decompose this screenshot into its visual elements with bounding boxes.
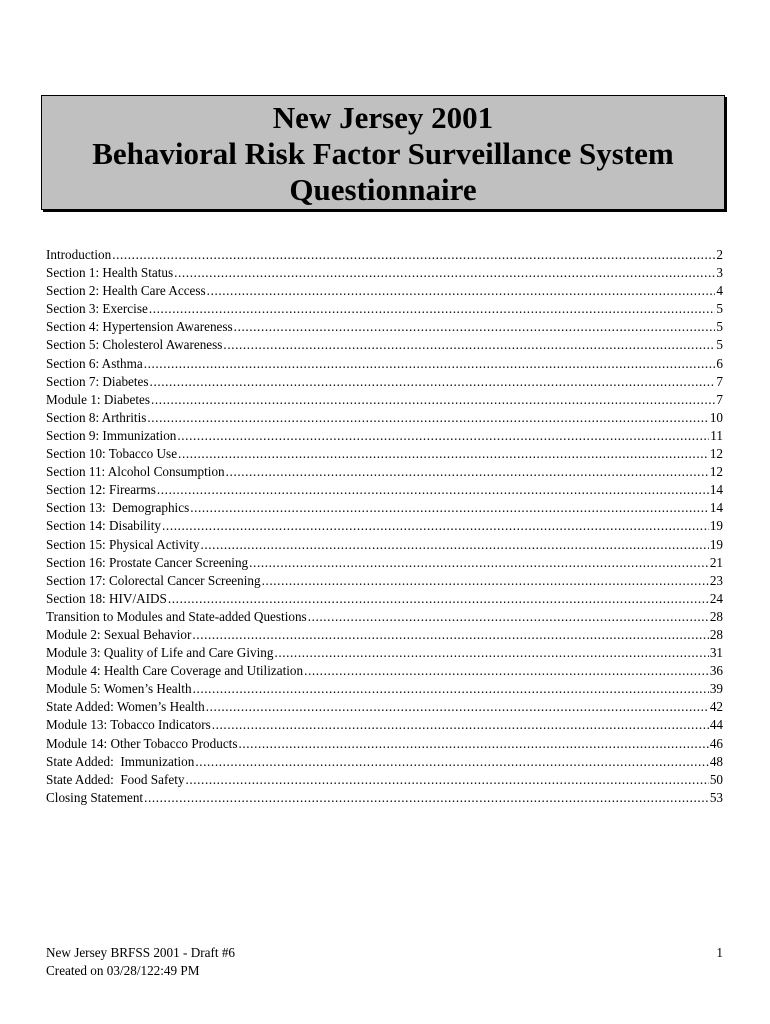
- toc-dot-leader: [274, 644, 708, 662]
- toc-dot-leader: [304, 662, 709, 680]
- toc-entry-page: 39: [709, 681, 723, 697]
- toc-dot-leader: [207, 282, 716, 300]
- toc-entry[interactable]: [46, 626, 723, 644]
- toc-entry-label: State Added: Immunization: [46, 753, 195, 769]
- toc-dot-leader: [200, 536, 708, 554]
- toc-entry-page: 21: [709, 554, 723, 570]
- toc-entry-label: Module 1: Diabetes: [46, 391, 151, 407]
- footer-info: [46, 944, 235, 980]
- toc-dot-leader: [193, 680, 709, 698]
- title-line-3: Questionnaire: [289, 171, 477, 207]
- toc-entry-label: Section 13: Demographics: [46, 500, 190, 516]
- toc-dot-leader: [185, 771, 708, 789]
- toc-dot-leader: [192, 626, 708, 644]
- toc-entry-label: State Added: Women’s Health: [46, 699, 205, 715]
- toc-entry-label: Section 9: Immunization: [46, 427, 177, 443]
- toc-dot-leader: [308, 608, 709, 626]
- toc-entry-page: 3: [716, 265, 723, 281]
- toc-entry-page: 44: [709, 717, 723, 733]
- toc-entry-label: Section 3: Exercise: [46, 301, 148, 317]
- toc-entry-page: 5: [716, 301, 723, 317]
- toc-entry[interactable]: [46, 572, 723, 590]
- toc-entry-page: 31: [709, 645, 723, 661]
- table-of-contents: [46, 246, 723, 807]
- toc-dot-leader: [144, 355, 716, 373]
- toc-entry-page: 19: [709, 518, 723, 534]
- toc-dot-leader: [249, 554, 709, 572]
- toc-entry-page: 50: [709, 771, 723, 787]
- toc-entry-page: 14: [709, 482, 723, 498]
- toc-entry[interactable]: [46, 771, 723, 789]
- toc-entry[interactable]: [46, 336, 723, 354]
- toc-entry[interactable]: [46, 662, 723, 680]
- toc-entry-page: 11: [710, 427, 723, 443]
- toc-entry[interactable]: [46, 698, 723, 716]
- toc-entry-page: 7: [716, 391, 723, 407]
- title-box: [41, 95, 725, 210]
- toc-dot-leader: [212, 716, 709, 734]
- toc-entry-label: Section 4: Hypertension Awareness: [46, 319, 233, 335]
- toc-entry[interactable]: [46, 463, 723, 481]
- toc-entry-page: 12: [709, 464, 723, 480]
- toc-dot-leader: [223, 336, 715, 354]
- title-line-2: Behavioral Risk Factor Surveillance System: [92, 135, 674, 171]
- toc-entry-label: Section 16: Prostate Cancer Screening: [46, 554, 249, 570]
- toc-entry-label: Module 14: Other Tobacco Products: [46, 735, 238, 751]
- toc-dot-leader: [262, 572, 709, 590]
- toc-entry[interactable]: [46, 517, 723, 535]
- title-line-1: New Jersey 2001: [272, 99, 494, 135]
- toc-dot-leader: [150, 373, 716, 391]
- toc-entry-label: Section 18: HIV/AIDS: [46, 590, 167, 606]
- toc-dot-leader: [226, 463, 709, 481]
- toc-entry-label: Introduction: [46, 247, 112, 262]
- toc-entry[interactable]: [46, 427, 723, 445]
- toc-entry-label: Module 2: Sexual Behavior: [46, 626, 192, 642]
- toc-entry[interactable]: [46, 753, 723, 771]
- toc-entry[interactable]: [46, 355, 723, 373]
- toc-entry-page: 6: [716, 355, 723, 371]
- toc-entry[interactable]: [46, 282, 723, 300]
- toc-entry[interactable]: [46, 716, 723, 734]
- toc-entry-page: 46: [709, 735, 723, 751]
- toc-dot-leader: [144, 789, 709, 807]
- toc-entry-label: Section 15: Physical Activity: [46, 536, 200, 552]
- toc-entry-label: Section 10: Tobacco Use: [46, 446, 178, 462]
- toc-entry[interactable]: [46, 445, 723, 463]
- toc-dot-leader: [206, 698, 709, 716]
- page-number: 1: [716, 945, 723, 960]
- toc-entry-label: Section 2: Health Care Access: [46, 283, 206, 299]
- toc-entry[interactable]: [46, 391, 723, 409]
- toc-entry[interactable]: [46, 264, 723, 282]
- toc-entry-page: 19: [709, 536, 723, 552]
- toc-dot-leader: [168, 590, 709, 608]
- toc-entry[interactable]: [46, 644, 723, 662]
- toc-entry-label: Module 3: Quality of Life and Care Giving: [46, 645, 274, 661]
- toc-entry-label: Section 1: Health Status: [46, 265, 174, 281]
- toc-entry-page: 36: [709, 663, 723, 679]
- toc-entry[interactable]: [46, 246, 723, 264]
- toc-entry[interactable]: [46, 499, 723, 517]
- toc-dot-leader: [151, 391, 715, 409]
- toc-entry[interactable]: [46, 300, 723, 318]
- toc-entry-label: Module 13: Tobacco Indicators: [46, 717, 211, 733]
- toc-entry[interactable]: [46, 554, 723, 572]
- toc-entry-page: 2: [716, 247, 723, 262]
- toc-entry-page: 10: [709, 409, 723, 425]
- toc-entry-page: 12: [709, 446, 723, 462]
- toc-entry-label: Transition to Modules and State-added Questions: [46, 608, 307, 624]
- toc-entry-label: Section 6: Asthma: [46, 355, 143, 371]
- toc-dot-leader: [157, 481, 709, 499]
- toc-dot-leader: [174, 264, 715, 282]
- toc-entry[interactable]: [46, 680, 723, 698]
- toc-entry-page: 28: [709, 608, 723, 624]
- toc-entry-label: Section 5: Cholesterol Awareness: [46, 337, 223, 353]
- toc-dot-leader: [178, 445, 709, 463]
- toc-entry[interactable]: [46, 608, 723, 626]
- toc-entry-label: Closing Statement: [46, 789, 144, 805]
- toc-dot-leader: [112, 246, 715, 264]
- toc-dot-leader: [147, 409, 708, 427]
- toc-dot-leader: [195, 753, 708, 771]
- toc-entry-label: Section 14: Disability: [46, 518, 162, 534]
- toc-dot-leader: [149, 300, 716, 318]
- toc-entry-label: Section 8: Arthritis: [46, 409, 147, 425]
- toc-entry-page: 14: [709, 500, 723, 516]
- toc-entry-label: Section 12: Firearms: [46, 482, 156, 498]
- toc-entry-page: 23: [709, 572, 723, 588]
- toc-entry[interactable]: [46, 590, 723, 608]
- toc-entry-label: Module 4: Health Care Coverage and Utilization: [46, 663, 304, 679]
- toc-entry[interactable]: [46, 735, 723, 753]
- toc-entry-page: 5: [716, 337, 723, 353]
- toc-entry-page: 28: [709, 626, 723, 642]
- toc-entry-page: 53: [709, 789, 723, 805]
- toc-entry[interactable]: [46, 318, 723, 336]
- footer-draft-line: New Jersey BRFSS 2001 - Draft #6: [46, 945, 236, 960]
- toc-dot-leader: [234, 318, 716, 336]
- footer-created-line: Created on 03/28/122:49 PM: [46, 963, 200, 978]
- toc-entry[interactable]: [46, 409, 723, 427]
- toc-entry-page: 42: [709, 699, 723, 715]
- toc-entry-page: 24: [709, 590, 723, 606]
- toc-entry-page: 7: [716, 373, 723, 389]
- toc-entry[interactable]: [46, 481, 723, 499]
- toc-entry[interactable]: [46, 789, 723, 807]
- toc-entry-label: Section 17: Colorectal Cancer Screening: [46, 572, 261, 588]
- toc-entry-label: State Added: Food Safety: [46, 771, 185, 787]
- toc-entry-label: Module 5: Women’s Health: [46, 681, 192, 697]
- toc-dot-leader: [162, 517, 709, 535]
- toc-dot-leader: [190, 499, 709, 517]
- toc-entry-page: 48: [709, 753, 723, 769]
- toc-entry[interactable]: [46, 373, 723, 391]
- toc-entry-page: 4: [716, 283, 723, 299]
- toc-dot-leader: [238, 735, 708, 753]
- toc-entry-label: Section 11: Alcohol Consumption: [46, 464, 225, 480]
- toc-entry[interactable]: [46, 536, 723, 554]
- toc-dot-leader: [177, 427, 709, 445]
- toc-entry-label: Section 7: Diabetes: [46, 373, 149, 389]
- toc-entry-page: 5: [716, 319, 723, 335]
